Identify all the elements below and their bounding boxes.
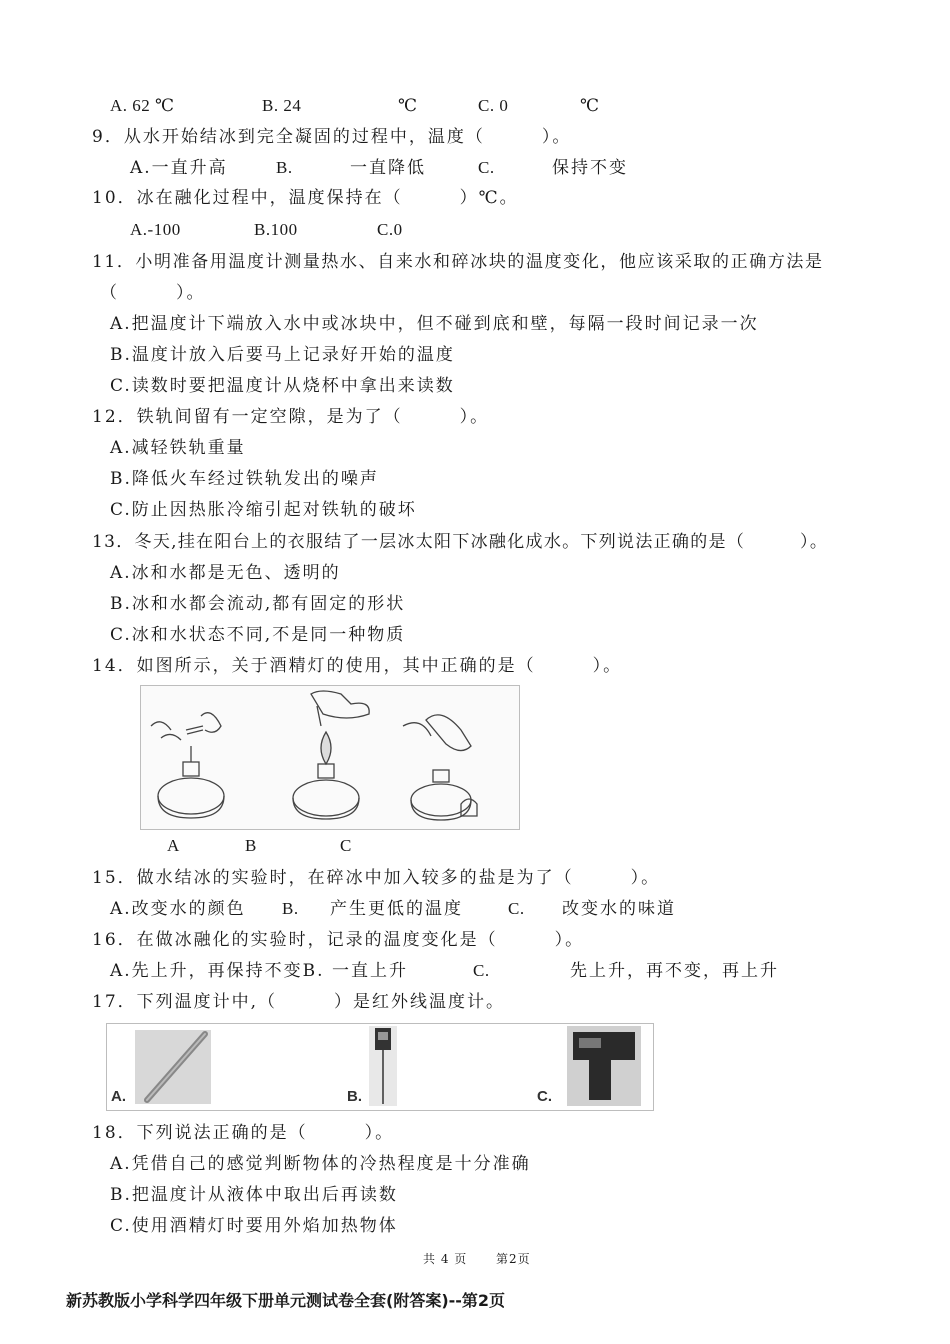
q13-stem: 13．冬天,挂在阳台上的衣服结了一层冰太阳下冰融化成水。下列说法正确的是（ ）。 [92,532,829,552]
q8-option-c-unit: ℃ [580,96,600,115]
q9-option-b-prefix: B. [276,158,293,177]
q18-option-a: A.凭借自己的感觉判断物体的冷热程度是十分准确 [110,1154,531,1174]
q15-option-b-prefix: B. [282,899,299,918]
lamp-b-icon [293,691,369,819]
q13-option-a: A.冰和水都是无色、透明的 [110,563,341,583]
q15-option-c: 改变水的味道 [562,899,676,919]
q14-label-b: B [245,836,257,855]
q16-stem: 16．在做冰融化的实验时，记录的温度变化是（ ）。 [92,930,585,950]
q16-option-c: 先上升，再不变，再上升 [570,961,779,981]
q12-option-b: B.降低火车经过铁轨发出的噪声 [110,469,379,489]
page-number: 第2页 [496,1252,531,1266]
thermometer-c-photo [567,1026,641,1106]
q18-option-c: C.使用酒精灯时要用外焰加热物体 [110,1216,398,1236]
q12-option-a: A.减轻铁轨重量 [110,438,246,458]
q16-option-a-b: A.先上升，再保持不变B. 一直上升 [110,961,408,981]
q15-option-a: A.改变水的颜色 [110,899,246,919]
q8-option-a: A. 62 ℃ [110,96,175,115]
clinical-thermometer-icon [135,1030,211,1104]
infrared-thermometer-icon [567,1026,641,1106]
q18-stem: 18．下列说法正确的是（ ）。 [92,1123,395,1143]
q12-stem: 12．铁轨间留有一定空隙，是为了（ ）。 [92,407,490,427]
probe-thermometer-icon [369,1026,397,1106]
lamp-c-icon [403,715,477,820]
thermometer-b-photo [369,1026,397,1106]
q11-stem: 11．小明准备用温度计测量热水、自来水和碎冰块的温度变化，他应该采取的正确方法是 [92,252,824,272]
q9-option-c-prefix: C. [478,158,495,177]
q8-option-b-unit: ℃ [398,96,418,115]
q10-option-c: C.0 [377,220,403,239]
q10-option-b: B.100 [254,220,298,239]
q10-stem: 10．冰在融化过程中，温度保持在（ ）℃。 [92,188,519,208]
q14-stem: 14．如图所示，关于酒精灯的使用，其中正确的是（ ）。 [92,656,623,676]
q17-label-b: B. [347,1088,362,1105]
thermometer-figure [106,1023,654,1111]
q16-option-c-prefix: C. [473,961,490,980]
page-total: 共 4 页 [423,1252,468,1266]
alcohol-lamp-figure [140,685,520,830]
q18-option-b: B.把温度计从液体中取出后再读数 [110,1185,398,1205]
lamp-a-icon [151,713,224,818]
q17-stem: 17．下列温度计中,（ ）是红外线温度计。 [92,992,506,1012]
q9-option-a: A.一直升高 [130,158,228,178]
q11-option-c: C.读数时要把温度计从烧杯中拿出来读数 [110,376,455,396]
document-title: 新苏教版小学科学四年级下册单元测试卷全套(附答案)--第2页 [66,1291,506,1310]
thermometer-a-photo [135,1030,211,1104]
q8-option-b: B. 24 [262,96,302,115]
q11-stem-continued: （ ）。 [100,283,206,303]
q14-label-c: C [340,836,352,855]
q13-option-b: B.冰和水都会流动,都有固定的形状 [110,594,406,614]
q15-option-b: 产生更低的温度 [330,899,463,919]
alcohol-lamp-illustration [141,686,519,829]
q11-option-a: A.把温度计下端放入水中或冰块中，但不碰到底和壁，每隔一段时间记录一次 [110,314,759,334]
q9-option-b: 一直降低 [350,158,426,178]
q17-label-a: A. [111,1088,126,1105]
q15-option-c-prefix: C. [508,899,525,918]
q9-stem: 9．从水开始结冰到完全凝固的过程中，温度（ ）。 [92,127,572,147]
q14-label-a: A [167,836,180,855]
q12-option-c: C.防止因热胀冷缩引起对铁轨的破坏 [110,500,417,520]
q15-stem: 15．做水结冰的实验时，在碎冰中加入较多的盐是为了（ ）。 [92,868,661,888]
q8-option-c: C. 0 [478,96,509,115]
q10-option-a: A.-100 [130,220,181,239]
q17-label-c: C. [537,1088,552,1105]
q13-option-c: C.冰和水状态不同,不是同一种物质 [110,625,406,645]
q11-option-b: B.温度计放入后要马上记录好开始的温度 [110,345,455,365]
q9-option-c: 保持不变 [552,158,628,178]
